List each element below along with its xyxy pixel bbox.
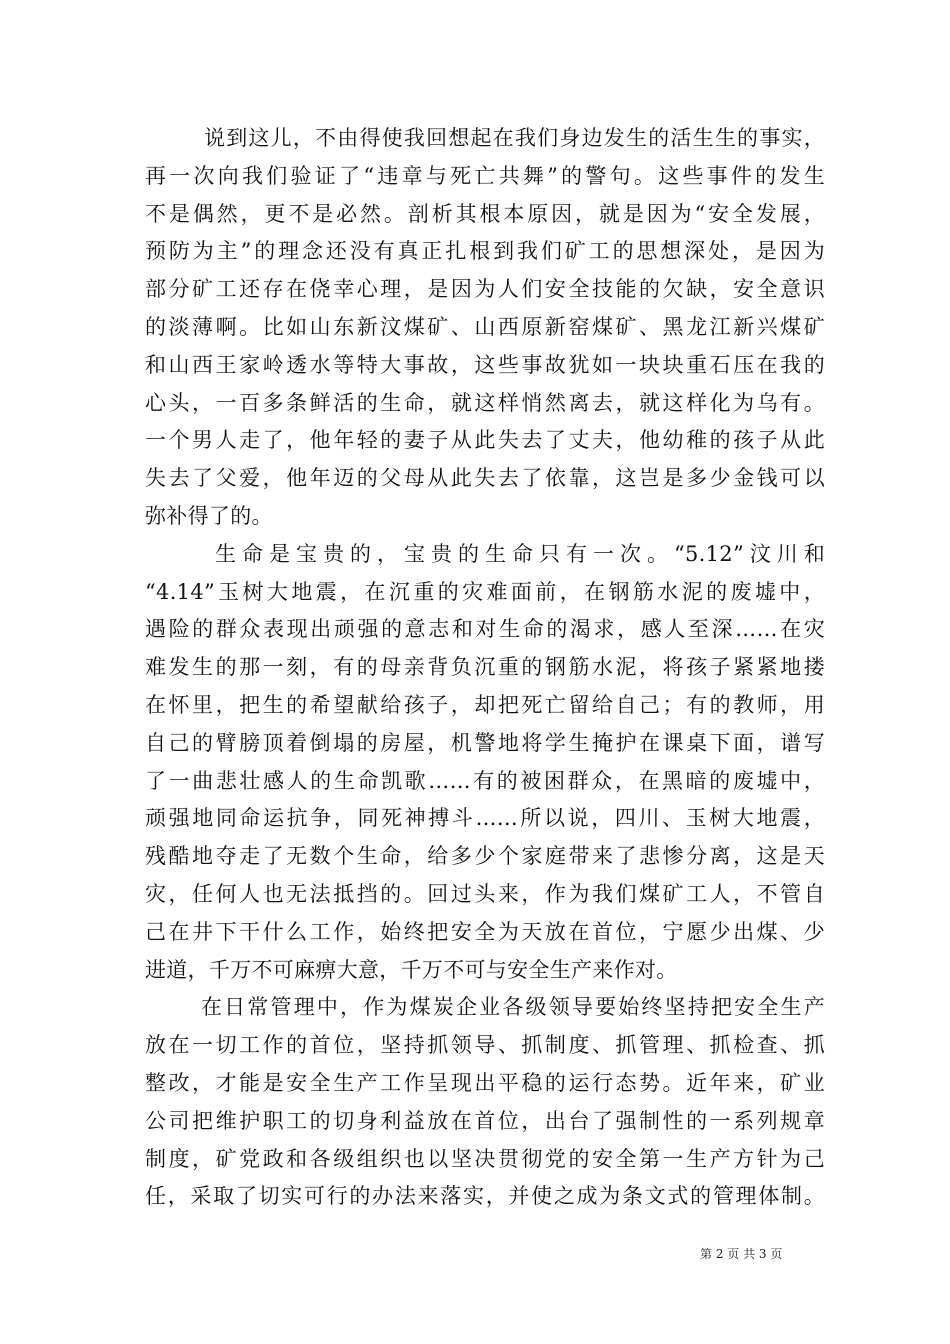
text-line: 进道，千万不可麻痹大意，千万不可与安全生产来作对。 <box>145 957 678 982</box>
text-line: 公司把维护职工的切身利益放在首位，出台了强制性的一系列规章 <box>145 1108 825 1133</box>
page-number: 第 2 页 共 3 页 <box>700 1247 783 1261</box>
text-line: 己在井下干什么工作，始终把安全为天放在首位，宁愿少出煤、少 <box>145 919 825 944</box>
text-line: 心头，一百多条鲜活的生命，就这样悄然离去，就这样化为乌有。 <box>145 390 825 415</box>
text-line: 了一曲悲壮感人的生命凯歌……有的被困群众，在黑暗的废墟中， <box>145 768 825 793</box>
text-line: “4.14”玉树大地震，在沉重的灾难面前，在钢筋水泥的废墟中， <box>145 579 825 604</box>
body-text <box>145 120 825 1216</box>
text-line: 灾，任何人也无法抵挡的。回过头来，作为我们煤矿工人，不管自 <box>145 881 825 906</box>
text-line: 任，采取了切实可行的办法来落实，并使之成为条文式的管理体制。 <box>145 1184 825 1209</box>
text-line: 的淡薄啊。比如山东新汶煤矿、山西原新窑煤矿、黑龙江新兴煤矿 <box>145 314 825 339</box>
text-line: 部分矿工还存在侥幸心理，是因为人们安全技能的欠缺，安全意识 <box>145 277 825 302</box>
text-line: 自己的臂膀顶着倒塌的房屋，机警地将学生掩护在课桌下面，谱写 <box>145 730 825 755</box>
paragraph-2 <box>145 536 825 990</box>
text-line: 难发生的那一刻，有的母亲背负沉重的钢筋水泥，将孩子紧紧地搂 <box>145 655 825 680</box>
text-line: 一个男人走了，他年轻的妻子从此失去了丈夫，他幼稚的孩子从此 <box>145 428 825 453</box>
text-line: 再一次向我们验证了“违章与死亡共舞”的警句。这些事件的发生 <box>145 163 825 188</box>
text-line: 遇险的群众表现出顽强的意志和对生命的渴求，感人至深……在灾 <box>145 617 825 642</box>
text-line: 顽强地同命运抗争，同死神搏斗……所以说，四川、玉树大地震， <box>145 806 825 831</box>
text-line: 在日常管理中，作为煤炭企业各级领导要始终坚持把安全生产 <box>201 995 825 1020</box>
text-line: 生命是宝贵的，宝贵的生命只有一次。“5.12”汶川和 <box>215 541 825 566</box>
text-line: 制度，矿党政和各级组织也以坚决贯彻党的安全第一生产方针为己 <box>145 1146 825 1171</box>
text-line: 在怀里，把生的希望献给孩子，却把死亡留给自己；有的教师，用 <box>145 692 825 717</box>
text-line: 预防为主”的理念还没有真正扎根到我们矿工的思想深处，是因为 <box>145 239 825 264</box>
text-line: 弥补得了的。 <box>145 503 273 528</box>
text-line: 整改，才能是安全生产工作呈现出平稳的运行态势。近年来，矿业 <box>145 1070 825 1095</box>
text-line: 失去了父爱，他年迈的父母从此失去了依靠，这岂是多少金钱可以 <box>145 466 825 491</box>
text-line: 不是偶然，更不是必然。剖析其根本原因，就是因为“安全发展， <box>145 201 825 226</box>
paragraph-1 <box>145 120 825 536</box>
text-line: 和山西王家岭透水等特大事故，这些事故犹如一块块重石压在我的 <box>145 352 825 377</box>
text-line: 放在一切工作的首位，坚持抓领导、抓制度、抓管理、抓检查、抓 <box>145 1033 825 1058</box>
text-line: 说到这儿，不由得使我回想起在我们身边发生的活生生的事实， <box>204 126 825 150</box>
text-line: 残酷地夺走了无数个生命，给多少个家庭带来了悲惨分离，这是天 <box>145 844 825 869</box>
paragraph-3 <box>145 989 825 1216</box>
